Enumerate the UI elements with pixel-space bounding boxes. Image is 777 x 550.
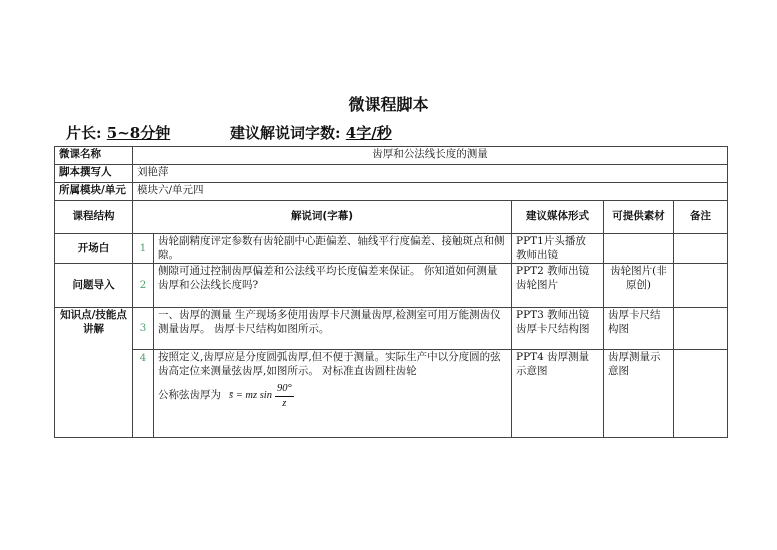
table-row	[55, 234, 728, 264]
note-text	[674, 234, 728, 264]
chordal-thickness-formula	[158, 382, 507, 410]
course-name-label: 微课名称	[55, 147, 133, 165]
rate-info	[230, 122, 392, 143]
header-note: 备注	[674, 201, 728, 234]
table-row	[55, 350, 728, 438]
narration-text: 按照定义,齿厚应是分度圆弧齿厚,但不便于测量。实际生产中以分度圆的弦齿高定位来测量弦齿厚,如图所示。 对标准直齿圆柱齿轮	[158, 351, 501, 377]
formula-numerator: 90°	[275, 382, 294, 397]
author-row	[55, 165, 728, 183]
rate-value: 4字/秒	[345, 124, 392, 142]
script-table	[54, 146, 728, 438]
media-text: PPT2 教师出镜 齿轮图片	[512, 264, 604, 308]
formula-lhs: s̄ = mz sin	[229, 390, 272, 402]
header-narration: 解说词(字幕)	[133, 201, 512, 234]
header-structure: 课程结构	[55, 201, 133, 234]
length-label: 片长:	[66, 124, 102, 142]
row-number: 3	[133, 308, 154, 350]
author-value: 刘艳萍	[133, 165, 728, 183]
table-row	[55, 308, 728, 350]
section-label: 知识点/技能点讲解	[55, 308, 133, 438]
note-text	[674, 264, 728, 308]
note-text	[674, 350, 728, 438]
material-text	[604, 234, 674, 264]
row-number: 4	[133, 350, 154, 438]
author-label: 脚本撰写人	[55, 165, 133, 183]
course-name-value: 齿厚和公法线长度的测量	[133, 147, 728, 165]
module-label: 所属模块/单元	[55, 183, 133, 201]
note-text	[674, 308, 728, 350]
narration-text: 侧隙可通过控制齿厚偏差和公法线平均长度偏差来保证。 你知道如何测量齿厚和公法线长度吗?	[154, 264, 512, 308]
module-row	[55, 183, 728, 201]
page-title: 微课程脚本	[348, 95, 429, 114]
material-text: 齿厚卡尺结构图	[604, 308, 674, 350]
course-name-row	[55, 147, 728, 165]
length-info	[66, 122, 170, 143]
section-label: 开场白	[55, 234, 133, 264]
rate-label: 建议解说词字数:	[230, 124, 341, 142]
module-value: 模块六/单元四	[133, 183, 728, 201]
formula-fraction	[275, 382, 294, 410]
media-text: PPT4 齿厚测量示意图	[512, 350, 604, 438]
section-label: 问题导入	[55, 264, 133, 308]
length-value: 5~8分钟	[106, 124, 171, 142]
row-number: 1	[133, 234, 154, 264]
table-row	[55, 264, 728, 308]
formula-denominator: z	[282, 397, 287, 409]
media-text: PPT1片头播放 教师出镜	[512, 234, 604, 264]
header-media: 建议媒体形式	[512, 201, 604, 234]
material-text: 齿轮图片(非原创)	[604, 264, 674, 308]
row-number: 2	[133, 264, 154, 308]
narration-cell	[154, 350, 512, 438]
header-material: 可提供素材	[604, 201, 674, 234]
narration-text: 一、齿厚的测量 生产现场多使用齿厚卡尺测量齿厚,检测室可用万能测齿仪测量齿厚。 齿厚卡尺结构如图所示。	[154, 308, 512, 350]
narration-text: 齿轮副精度评定参数有齿轮副中心距偏差、轴线平行度偏差、接触斑点和侧隙。	[154, 234, 512, 264]
media-text: PPT3 教师出镜 齿厚卡尺结构图	[512, 308, 604, 350]
material-text: 齿厚测量示意图	[604, 350, 674, 438]
formula-label: 公称弦齿厚为	[158, 389, 221, 402]
header-row	[55, 201, 728, 234]
